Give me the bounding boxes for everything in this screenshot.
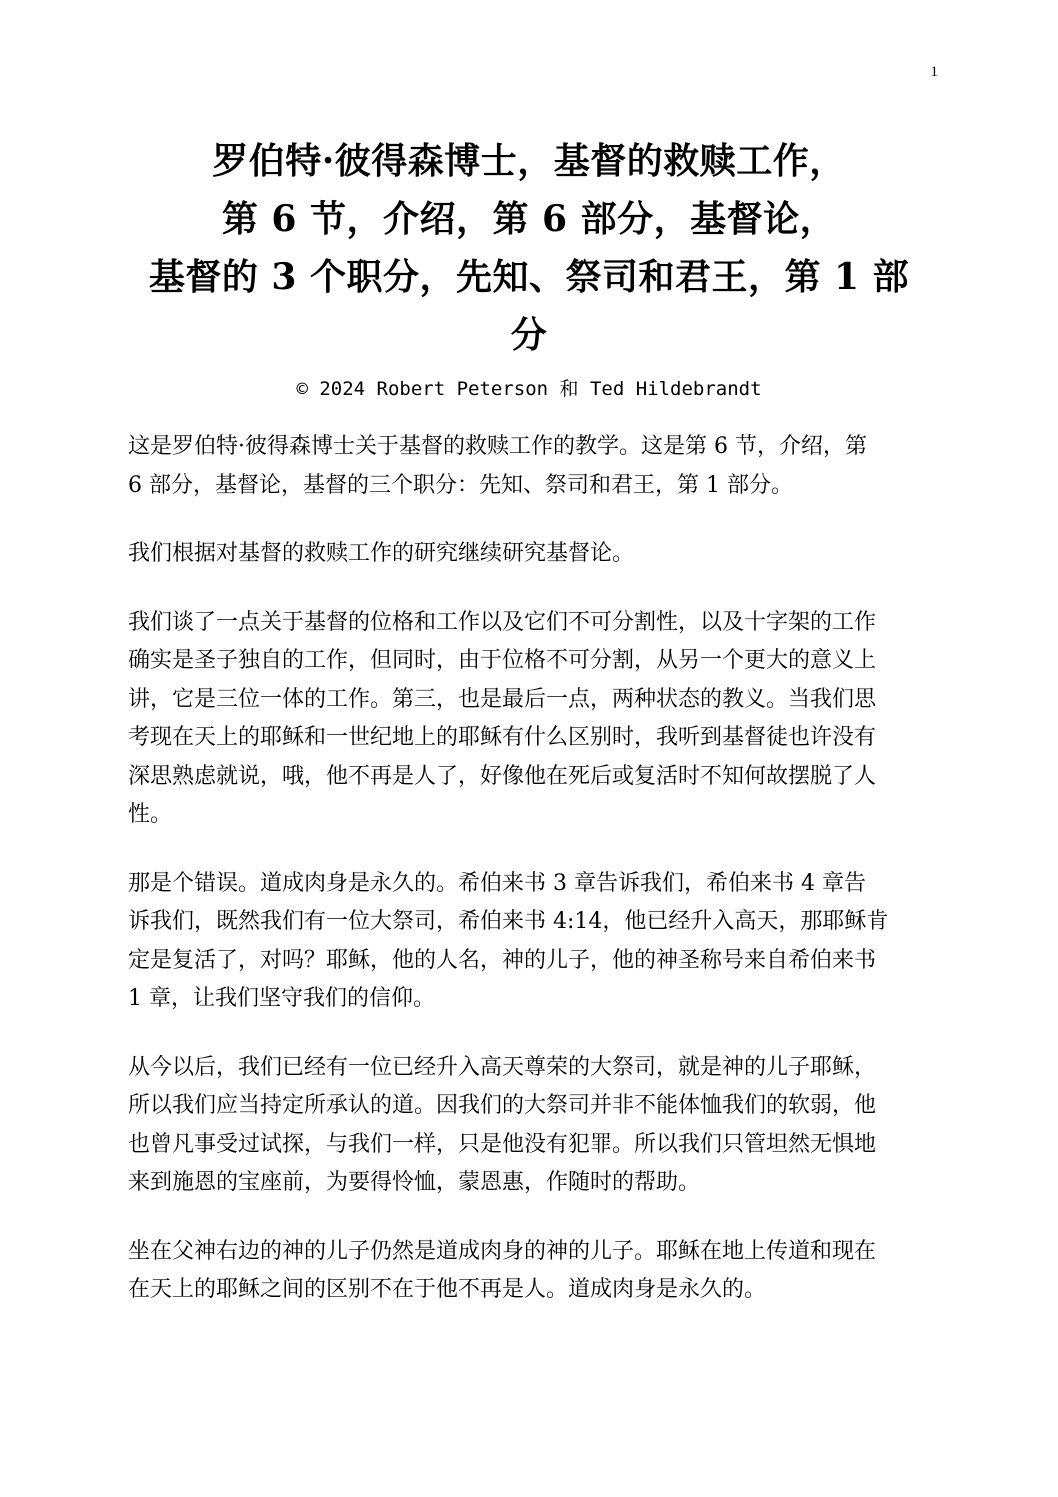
title-line: 第 6 节，介绍，第 6 部分，基督论， [221, 198, 837, 240]
copyright-notice: © 2024 Robert Peterson 和 Ted Hildebrandt [296, 378, 762, 400]
paragraph-line: 诉我们，既然我们有一位大祭司，希伯来书 4:14，他已经升入高天，那耶稣肯 [128, 909, 889, 934]
paragraph-line: 性。 [128, 802, 173, 827]
paragraph-line: 6 部分，基督论，基督的三个职分：先知、祭司和君王，第 1 部分。 [128, 472, 793, 498]
paragraph-line: 这是罗伯特·彼得森博士关于基督的救赎工作的教学。这是第 6 节，介绍，第 [128, 434, 867, 459]
paragraph-line: 我们谈了一点关于基督的位格和工作以及它们不可分割性，以及十字架的工作 [128, 609, 877, 635]
paragraph-line: 我们根据对基督的救赎工作的研究继续研究基督论。 [128, 541, 635, 566]
paragraph-line: 也曾凡事受过试探，与我们一样，只是他没有犯罪。所以我们只管坦然无惧地 [128, 1131, 877, 1157]
paragraph-line: 那是个错误。道成肉身是永久的。希伯来书 3 章告诉我们，希伯来书 4 章告 [128, 870, 866, 896]
paragraph-line: 讲，它是三位一体的工作。第三，也是最后一点，两种状态的教义。当我们思 [128, 686, 877, 712]
paragraph-line: 深思熟虑就说，哦，他不再是人了，好像他在死后或复活时不知何故摆脱了人 [128, 763, 877, 789]
paragraph-line: 所以我们应当持定所承认的道。因我们的大祭司并非不能体恤我们的软弱，他 [128, 1093, 877, 1118]
paragraph [128, 865, 928, 1019]
paragraph-line: 定是复活了，对吗？耶稣，他的人名，神的儿子，他的神圣称号来自希伯来书 [128, 947, 877, 973]
paragraph [128, 535, 928, 574]
paragraph-line: 在天上的耶稣之间的区别不在于他不再是人。道成肉身是永久的。 [128, 1277, 767, 1302]
paragraph [128, 428, 928, 505]
paragraph-line: 1 章，让我们坚守我们的信仰。 [128, 986, 435, 1011]
paragraph-line: 来到施恩的宝座前，为要得怜恤，蒙恩惠，作随时的帮助。 [128, 1170, 701, 1195]
paragraph-line: 从今以后，我们已经有一位已经升入高天尊荣的大祭司，就是神的儿子耶稣， [128, 1054, 877, 1080]
body-text [128, 428, 928, 1340]
paragraph [128, 1049, 928, 1203]
title-line: 罗伯特·彼得森博士，基督的救赎工作， [212, 140, 846, 182]
paragraph-line: 坐在父神右边的神的儿子仍然是道成肉身的神的儿子。耶稣在地上传道和现在 [128, 1238, 877, 1264]
title-line: 基督的 3 个职分，先知、祭司和君王，第 1 部 [148, 256, 910, 298]
page-number: 1 [930, 64, 938, 80]
paragraph [128, 1233, 928, 1310]
document-title [120, 132, 938, 364]
title-line: 分 [510, 314, 548, 356]
paragraph-line: 考现在天上的耶稣和一世纪地上的耶稣有什么区别时，我听到基督徒也许没有 [128, 725, 877, 750]
paragraph [128, 604, 928, 835]
paragraph-line: 确实是圣子独自的工作，但同时，由于位格不可分割，从另一个更大的意义上 [128, 648, 877, 673]
